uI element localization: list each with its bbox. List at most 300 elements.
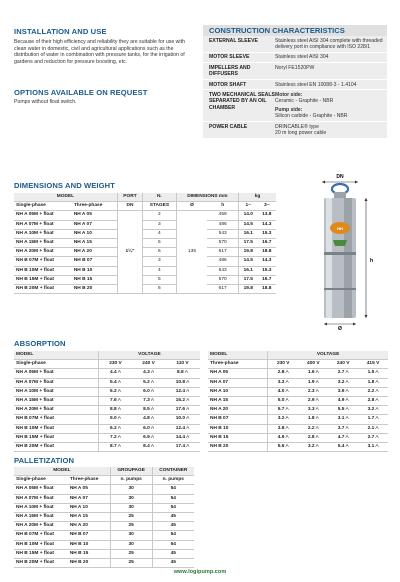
weight-3ph: 13.8 bbox=[258, 211, 276, 220]
weight-1ph: 14.5 bbox=[239, 257, 258, 266]
col-container: CONTAINER bbox=[152, 467, 194, 476]
current-unit: A bbox=[285, 379, 289, 385]
current-unit: A bbox=[150, 416, 155, 422]
current-unit: A bbox=[186, 416, 190, 422]
current-unit: A bbox=[285, 407, 289, 413]
model: NH B 20M + float bbox=[14, 443, 98, 452]
current-unit: A bbox=[117, 398, 121, 404]
current-value: 10.0 bbox=[175, 416, 186, 422]
col-dn: DN bbox=[117, 202, 142, 211]
current-value: 8.8 bbox=[110, 407, 117, 413]
current-unit: A bbox=[345, 416, 349, 422]
table-row bbox=[208, 433, 388, 442]
current-value: 15.2 bbox=[175, 398, 186, 404]
current-value: 5.4 bbox=[337, 444, 345, 450]
model: NH A 10 bbox=[208, 387, 268, 396]
single-phase-model: NH B 07M + float bbox=[14, 257, 72, 266]
current-cell bbox=[165, 378, 200, 387]
current-unit: A bbox=[375, 416, 379, 422]
three-phase-model: NH B 07 bbox=[68, 531, 110, 540]
table-row bbox=[208, 378, 388, 387]
current-value: 7.6 bbox=[110, 398, 117, 404]
construction-panel bbox=[203, 25, 387, 138]
table-row bbox=[14, 285, 276, 294]
current-cell bbox=[132, 415, 165, 424]
current-value: 4.9 bbox=[277, 434, 285, 440]
table-row bbox=[14, 220, 276, 229]
current-value: 4.4 bbox=[110, 370, 117, 376]
current-cell bbox=[328, 397, 358, 406]
table-row bbox=[14, 229, 276, 238]
weight-1ph: 17.5 bbox=[239, 275, 258, 284]
three-phase-model: NH A 15 bbox=[68, 513, 110, 522]
seal-motor-label: Motor side: bbox=[275, 91, 303, 98]
current-value: 8.5 bbox=[143, 407, 150, 413]
current-cell bbox=[358, 415, 388, 424]
construction-row bbox=[203, 80, 387, 90]
model: NH B 20 bbox=[208, 443, 268, 452]
current-cell bbox=[358, 397, 388, 406]
current-value: 1.5 bbox=[367, 370, 375, 376]
col-model: MODEL bbox=[14, 467, 110, 476]
current-unit: A bbox=[375, 434, 379, 440]
table-row bbox=[208, 387, 388, 396]
current-unit: A bbox=[184, 370, 188, 376]
groupage: 30 bbox=[110, 494, 152, 503]
current-cell bbox=[132, 443, 165, 452]
model: NH A 10M + float bbox=[14, 387, 98, 396]
table-row bbox=[14, 513, 194, 522]
current-cell bbox=[165, 415, 200, 424]
current-cell bbox=[98, 387, 132, 396]
container: 45 bbox=[152, 522, 194, 531]
current-unit: A bbox=[315, 370, 319, 376]
current-value: 4.7 bbox=[337, 434, 345, 440]
current-unit: A bbox=[375, 379, 379, 385]
current-cell bbox=[268, 397, 299, 406]
model: NH B 07M + float bbox=[14, 415, 98, 424]
table-row bbox=[14, 494, 194, 503]
col-phi: Ø bbox=[176, 202, 207, 211]
current-unit: A bbox=[117, 379, 121, 385]
container: 54 bbox=[152, 494, 194, 503]
model: NH A 20 bbox=[208, 406, 268, 415]
current-value: 2.8 bbox=[367, 398, 375, 404]
current-cell bbox=[358, 433, 388, 442]
groupage: 25 bbox=[110, 549, 152, 558]
current-unit: A bbox=[186, 425, 190, 431]
pump-drawing bbox=[300, 170, 380, 330]
seal-pump-label: Pump side: bbox=[275, 106, 303, 113]
weight-3ph: 14.3 bbox=[258, 257, 276, 266]
current-cell bbox=[268, 443, 299, 452]
current-cell bbox=[268, 406, 299, 415]
single-phase-model: NH A 05M + float bbox=[14, 211, 72, 220]
container: 54 bbox=[152, 503, 194, 512]
container: 45 bbox=[152, 559, 194, 568]
current-cell bbox=[298, 424, 328, 433]
current-unit: A bbox=[285, 388, 289, 394]
three-phase-model: NH A 10 bbox=[72, 229, 118, 238]
model: NH A 07M + float bbox=[14, 378, 98, 387]
col-kg: kg bbox=[239, 193, 276, 202]
port-dn: 1¼" bbox=[117, 211, 142, 294]
current-cell bbox=[132, 433, 165, 442]
current-cell bbox=[165, 397, 200, 406]
container: 54 bbox=[152, 531, 194, 540]
construction-row bbox=[203, 122, 387, 138]
current-unit: A bbox=[315, 416, 319, 422]
construction-key: POWER CABLE bbox=[209, 123, 248, 130]
weight-3ph: 18.8 bbox=[258, 248, 276, 257]
dimensions-title: DIMENSIONS AND WEIGHT bbox=[14, 181, 115, 190]
height: 617 bbox=[207, 248, 238, 257]
construction-value bbox=[275, 92, 387, 120]
stages: 5 bbox=[143, 275, 177, 284]
height: 570 bbox=[207, 239, 238, 248]
current-cell bbox=[132, 378, 165, 387]
current-cell bbox=[328, 406, 358, 415]
current-unit: A bbox=[150, 379, 155, 385]
current-unit: A bbox=[150, 425, 155, 431]
current-unit: A bbox=[375, 444, 379, 450]
construction-row bbox=[203, 36, 387, 53]
current-value: 4.8 bbox=[143, 416, 150, 422]
groupage: 30 bbox=[110, 503, 152, 512]
height: 486 bbox=[207, 257, 238, 266]
construction-value: Stainless steel EN 10088-3 - 1.4104 bbox=[275, 81, 357, 88]
three-phase-model: NH A 15 bbox=[72, 239, 118, 248]
seal-pump-value: Silicon carbide - Graphite - NBR bbox=[275, 113, 348, 120]
current-cell bbox=[358, 443, 388, 452]
current-unit: A bbox=[345, 407, 349, 413]
table-row bbox=[14, 559, 194, 568]
height: 617 bbox=[207, 285, 238, 294]
current-unit: A bbox=[285, 434, 289, 440]
absorption-title: ABSORPTION bbox=[14, 339, 66, 348]
footer-url[interactable]: www.logipump.com bbox=[173, 569, 227, 575]
col-kg-1: 1~ bbox=[239, 202, 258, 211]
current-value: 2.8 bbox=[307, 434, 315, 440]
col-volt: 230 V bbox=[268, 360, 299, 369]
current-value: 3.1 bbox=[367, 444, 375, 450]
current-cell bbox=[165, 433, 200, 442]
construction-value: Noryl FE1520PW bbox=[275, 64, 315, 71]
single-phase-model: NH B 10M + float bbox=[14, 266, 72, 275]
current-value: 2.2 bbox=[367, 388, 375, 394]
current-value: 12.4 bbox=[175, 425, 186, 431]
current-cell bbox=[298, 415, 328, 424]
current-value: 1.7 bbox=[367, 416, 375, 422]
current-unit: A bbox=[315, 379, 319, 385]
current-cell bbox=[358, 406, 388, 415]
current-value: 1.8 bbox=[307, 416, 315, 422]
groupage: 25 bbox=[110, 522, 152, 531]
current-cell bbox=[165, 369, 200, 378]
current-cell bbox=[328, 369, 358, 378]
options-section bbox=[14, 88, 196, 106]
current-unit: A bbox=[345, 425, 349, 431]
single-phase-model: NH A 15M + float bbox=[14, 513, 68, 522]
current-cell bbox=[98, 443, 132, 452]
current-value: 3.9 bbox=[337, 388, 345, 394]
current-value: 6.9 bbox=[143, 434, 150, 440]
col-three-phase: Three-phase bbox=[68, 476, 110, 485]
absorption-single-table bbox=[14, 351, 200, 452]
construction-key: MOTOR SHAFT bbox=[209, 81, 247, 88]
three-phase-model: NH B 20 bbox=[68, 559, 110, 568]
table-row bbox=[14, 211, 276, 220]
height: 543 bbox=[207, 266, 238, 275]
three-phase-model: NH A 07 bbox=[68, 494, 110, 503]
current-unit: A bbox=[375, 407, 379, 413]
current-value: 3.1 bbox=[337, 416, 345, 422]
model: NH A 05 bbox=[208, 369, 268, 378]
weight-3ph: 16.7 bbox=[258, 239, 276, 248]
current-cell bbox=[328, 378, 358, 387]
stages: 5 bbox=[143, 239, 177, 248]
model: NH B 15M + float bbox=[14, 433, 98, 442]
current-unit: A bbox=[150, 398, 155, 404]
col-three-phase: Three-phase bbox=[72, 202, 118, 211]
col-model: MODEL bbox=[14, 351, 98, 360]
col-volt: 400 V bbox=[298, 360, 328, 369]
current-cell bbox=[165, 387, 200, 396]
absorption-three-wrap bbox=[208, 351, 388, 452]
col-model: MODEL bbox=[14, 193, 117, 202]
current-value: 1.9 bbox=[307, 379, 315, 385]
col-stages-sub: STAGES bbox=[143, 202, 177, 211]
three-phase-model: NH B 10 bbox=[68, 540, 110, 549]
current-unit: A bbox=[150, 407, 155, 413]
current-unit: A bbox=[345, 370, 349, 376]
single-phase-model: NH A 15M + float bbox=[14, 239, 72, 248]
current-unit: A bbox=[150, 370, 155, 376]
table-row bbox=[14, 485, 194, 494]
current-cell bbox=[358, 378, 388, 387]
single-phase-model: NH A 10M + float bbox=[14, 503, 68, 512]
weight-3ph: 16.7 bbox=[258, 275, 276, 284]
col-model: MODEL bbox=[208, 351, 268, 360]
current-value: 3.2 bbox=[337, 379, 345, 385]
current-unit: A bbox=[315, 434, 319, 440]
height: 570 bbox=[207, 275, 238, 284]
current-value: 3.2 bbox=[277, 416, 285, 422]
single-phase-model: NH B 20M + float bbox=[14, 285, 72, 294]
current-unit: A bbox=[117, 416, 121, 422]
current-cell bbox=[298, 369, 328, 378]
col-groupage: GROUPAGE bbox=[110, 467, 152, 476]
groupage: 25 bbox=[110, 513, 152, 522]
model: NH A 07 bbox=[208, 378, 268, 387]
current-value: 17.4 bbox=[175, 444, 186, 450]
current-value: 3.2 bbox=[307, 444, 315, 450]
current-value: 6.2 bbox=[110, 425, 117, 431]
current-cell bbox=[98, 415, 132, 424]
current-unit: A bbox=[375, 370, 379, 376]
single-phase-model: NH A 10M + float bbox=[14, 229, 72, 238]
single-phase-model: NH B 15M + float bbox=[14, 549, 68, 558]
table-row bbox=[14, 522, 194, 531]
phi-label: Ø bbox=[338, 326, 342, 330]
stages: 2 bbox=[143, 211, 177, 220]
current-value: 1.8 bbox=[367, 379, 375, 385]
current-unit: A bbox=[117, 407, 121, 413]
three-phase-model: NH B 10 bbox=[72, 266, 118, 275]
current-unit: A bbox=[315, 444, 319, 450]
model: NH A 05M + float bbox=[14, 369, 98, 378]
dimensions-table bbox=[14, 193, 276, 294]
installation-title: INSTALLATION AND USE bbox=[14, 27, 107, 36]
groupage: 30 bbox=[110, 540, 152, 549]
current-cell bbox=[298, 443, 328, 452]
stages: 6 bbox=[143, 285, 177, 294]
current-cell bbox=[132, 424, 165, 433]
current-value: 2.7 bbox=[367, 434, 375, 440]
weight-1ph: 19.8 bbox=[239, 285, 258, 294]
absorption-single-wrap bbox=[14, 351, 200, 452]
current-value: 5.2 bbox=[143, 379, 150, 385]
absorption-three-table bbox=[208, 351, 388, 452]
construction-key: MOTOR SLEEVE bbox=[209, 54, 250, 61]
current-unit: A bbox=[117, 388, 121, 394]
weight-1ph: 16.1 bbox=[239, 229, 258, 238]
col-volt: 240 V bbox=[132, 360, 165, 369]
col-port: PORT bbox=[117, 193, 142, 202]
table-row bbox=[14, 248, 276, 257]
container: 45 bbox=[152, 513, 194, 522]
current-value: 6.0 bbox=[143, 388, 150, 394]
construction-row bbox=[203, 90, 387, 122]
groupage: 30 bbox=[110, 485, 152, 494]
current-value: 3.8 bbox=[277, 425, 285, 431]
current-unit: A bbox=[186, 379, 190, 385]
current-value: 7.3 bbox=[143, 398, 150, 404]
table-row bbox=[14, 443, 200, 452]
col-kg-3: 3~ bbox=[258, 202, 276, 211]
three-phase-model: NH B 20 bbox=[72, 285, 118, 294]
current-value: 3.3 bbox=[277, 379, 285, 385]
model: NH A 20M + float bbox=[14, 406, 98, 415]
current-unit: A bbox=[186, 434, 190, 440]
three-phase-model: NH A 05 bbox=[72, 211, 118, 220]
table-row bbox=[208, 369, 388, 378]
svg-text:NH: NH bbox=[337, 226, 343, 231]
current-cell bbox=[132, 397, 165, 406]
model: NH A 15M + float bbox=[14, 397, 98, 406]
current-value: 5.0 bbox=[110, 416, 117, 422]
pump-illustration bbox=[300, 170, 380, 330]
weight-3ph: 15.3 bbox=[258, 229, 276, 238]
stages: 3 bbox=[143, 257, 177, 266]
weight-1ph: 14.0 bbox=[239, 211, 258, 220]
stages: 4 bbox=[143, 266, 177, 275]
col-volt: 240 V bbox=[328, 360, 358, 369]
table-row bbox=[14, 424, 200, 433]
height: 486 bbox=[207, 220, 238, 229]
table-row bbox=[14, 433, 200, 442]
table-row bbox=[14, 239, 276, 248]
current-value: 8.7 bbox=[110, 444, 117, 450]
col-volt: 230 V bbox=[98, 360, 132, 369]
current-value: 4.3 bbox=[143, 370, 150, 376]
current-cell bbox=[165, 406, 200, 415]
current-value: 3.3 bbox=[307, 407, 315, 413]
stages: 6 bbox=[143, 248, 177, 257]
current-unit: A bbox=[285, 425, 289, 431]
current-value: 8.8 bbox=[177, 370, 184, 376]
table-row bbox=[14, 257, 276, 266]
table-row bbox=[14, 549, 194, 558]
current-cell bbox=[268, 415, 299, 424]
three-phase-model: NH B 15 bbox=[72, 275, 118, 284]
three-phase-model: NH B 15 bbox=[68, 549, 110, 558]
current-value: 17.6 bbox=[175, 407, 186, 413]
current-unit: A bbox=[315, 388, 319, 394]
weight-1ph: 16.1 bbox=[239, 266, 258, 275]
col-voltage: VOLTAGE bbox=[98, 351, 200, 360]
table-row bbox=[14, 406, 200, 415]
height: 543 bbox=[207, 229, 238, 238]
construction-key: EXTERNAL SLEEVE bbox=[209, 37, 258, 44]
current-unit: A bbox=[375, 388, 379, 394]
three-phase-model: NH B 07 bbox=[72, 257, 118, 266]
current-value: 2.9 bbox=[307, 398, 315, 404]
single-phase-model: NH B 10M + float bbox=[14, 540, 68, 549]
current-cell bbox=[298, 378, 328, 387]
single-phase-model: NH B 20M + float bbox=[14, 559, 68, 568]
current-cell bbox=[328, 387, 358, 396]
current-cell bbox=[98, 369, 132, 378]
palletization-title: PALLETIZATION bbox=[14, 456, 75, 465]
current-value: 10.8 bbox=[175, 379, 186, 385]
current-value: 5.7 bbox=[277, 407, 285, 413]
weight-1ph: 17.5 bbox=[239, 239, 258, 248]
table-row bbox=[14, 275, 276, 284]
groupage: 25 bbox=[110, 559, 152, 568]
table-row bbox=[14, 540, 194, 549]
current-value: 12.4 bbox=[175, 388, 186, 394]
model: NH B 10 bbox=[208, 424, 268, 433]
current-value: 2.2 bbox=[307, 425, 315, 431]
current-value: 5.6 bbox=[277, 444, 285, 450]
current-unit: A bbox=[186, 398, 190, 404]
col-single-phase: Single-phase bbox=[14, 202, 72, 211]
current-cell bbox=[132, 406, 165, 415]
cable-length: 20 m long power cable bbox=[275, 129, 327, 136]
current-value: 6.0 bbox=[143, 425, 150, 431]
construction-title: CONSTRUCTION CHARACTERISTICS bbox=[203, 25, 387, 36]
stages: 3 bbox=[143, 220, 177, 229]
current-unit: A bbox=[375, 425, 379, 431]
palletization-wrap bbox=[14, 467, 194, 568]
col-volt: 415 V bbox=[358, 360, 388, 369]
current-unit: A bbox=[315, 407, 319, 413]
weight-3ph: 18.8 bbox=[258, 285, 276, 294]
construction-key: IMPELLERS AND DIFFUSERS bbox=[209, 64, 251, 78]
construction-key: TWO MECHANICAL SEALS SEPARATED BY AN OIL CHAMBER bbox=[209, 91, 275, 111]
construction-value: Stainless steel AISI 304 complete with threaded delivery port in compliance with ISO 228/1 bbox=[275, 37, 383, 50]
current-value: 3.2 bbox=[367, 407, 375, 413]
weight-1ph: 14.5 bbox=[239, 220, 258, 229]
current-value: 3.7 bbox=[337, 425, 345, 431]
current-cell bbox=[132, 387, 165, 396]
current-cell bbox=[268, 424, 299, 433]
current-unit: A bbox=[315, 425, 319, 431]
installation-text: Because of their high efficiency and reliability they are suitable for use with clean water in domestic, civil and agricultural applications such as the distribution of water in combination with pressure tanks, for the irrigation of gardens and reduction for pressure boosting, etc. bbox=[14, 39, 185, 65]
col-dimensions: DIMENSIONS mm bbox=[176, 193, 238, 202]
current-value: 7.2 bbox=[110, 434, 117, 440]
